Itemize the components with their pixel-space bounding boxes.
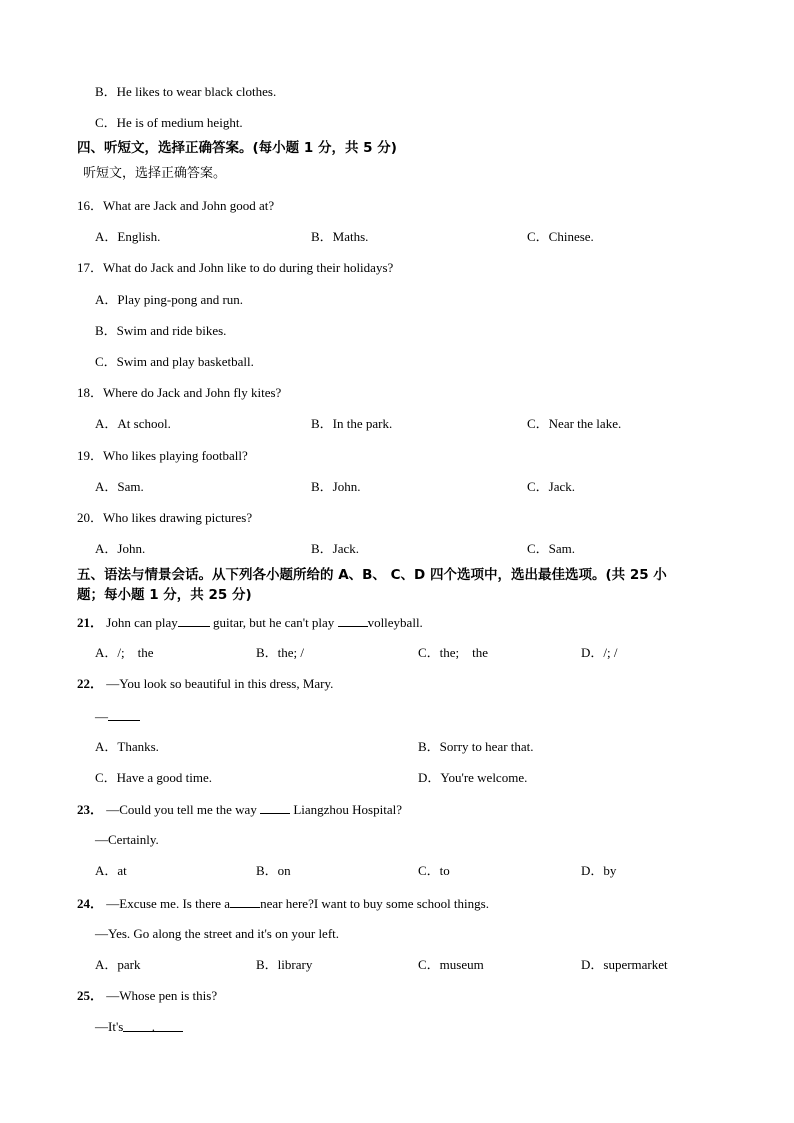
question-19-stem: 19．Who likes playing football?	[77, 448, 248, 463]
question-20-option-a[interactable]: A．John.	[95, 541, 146, 556]
question-21-blank-2[interactable]	[338, 614, 368, 627]
question-24-blank[interactable]	[230, 895, 260, 908]
question-24-text-2: near here?I want to buy some school things.	[260, 896, 489, 911]
question-24-option-d[interactable]: D．supermarket	[581, 957, 668, 972]
question-24-stem	[77, 895, 489, 912]
question-20-option-b[interactable]: B．Jack.	[311, 541, 360, 556]
question-23-number: 23．	[77, 802, 104, 817]
question-20-option-c[interactable]: C．Sam.	[527, 541, 576, 556]
question-21-text-2: guitar, but he can't play	[213, 615, 335, 630]
question-22-stem	[77, 676, 333, 692]
section4-title: 四、听短文，选择正确答案。(每小题 1 分，共 5 分)	[77, 140, 397, 156]
question-24-reply: —Yes. Go along the street and it's on your left.	[95, 926, 340, 941]
question-18-option-c[interactable]: C．Near the lake.	[527, 416, 622, 431]
question-22-option-b[interactable]: B．Sorry to hear that.	[418, 739, 534, 754]
question-23-option-a[interactable]: A．at	[95, 863, 127, 878]
section4-instruction: 听短文，选择正确答案。	[83, 166, 227, 181]
question-23-text-2: Liangzhou Hospital?	[293, 802, 402, 817]
question-22-number: 22．	[77, 676, 104, 691]
question-25-reply-text: —It's	[95, 1019, 124, 1034]
section5-title-line1: 五、语法与情景会话。从下列各小题所给的 A、B、 C、D 四个选项中，选出最佳选项。(共 25 小	[77, 567, 667, 583]
question-22-blank[interactable]	[108, 708, 140, 721]
question-18-option-b[interactable]: B．In the park.	[311, 416, 393, 431]
question-21-number: 21．	[77, 615, 104, 630]
question-16-option-a[interactable]: A．English.	[95, 229, 161, 244]
question-22-option-a[interactable]: A．Thanks.	[95, 739, 159, 754]
question-21-text-3: volleyball.	[367, 615, 423, 630]
question-23-stem	[77, 801, 402, 818]
question-19-option-c[interactable]: C．Jack.	[527, 479, 576, 494]
question-24-option-c[interactable]: C．museum	[418, 957, 484, 972]
question-22-option-d[interactable]: D．You're welcome.	[418, 770, 528, 785]
question-23-option-c[interactable]: C．to	[418, 863, 450, 878]
question-16-option-c[interactable]: C．Chinese.	[527, 229, 594, 244]
question-21-text-1: John can play	[106, 615, 178, 630]
question-22-option-c[interactable]: C．Have a good time.	[95, 770, 212, 785]
question-18-stem: 18．Where do Jack and John fly kites?	[77, 385, 282, 400]
question-23-option-b[interactable]: B．on	[256, 863, 291, 878]
question-25-reply-end: .	[151, 1019, 155, 1034]
question-22-text: —You look so beautiful in this dress, Mary.	[106, 676, 334, 691]
question-17-stem: 17．What do Jack and John like to do during their holidays?	[77, 260, 394, 275]
question-23-blank[interactable]	[260, 801, 290, 814]
question-19-option-b[interactable]: B．John.	[311, 479, 361, 494]
question-23-option-d[interactable]: D．by	[581, 863, 617, 878]
question-21-option-c[interactable]: C．the; the	[418, 645, 489, 660]
question-17-option-b[interactable]: B．Swim and ride bikes.	[95, 323, 227, 338]
question-24-number: 24．	[77, 896, 104, 911]
question-18-option-a[interactable]: A．At school.	[95, 416, 171, 431]
prev-option-c: C．He is of medium height.	[95, 115, 243, 130]
question-22-reply	[95, 708, 140, 725]
question-17-option-c[interactable]: C．Swim and play basketball.	[95, 354, 254, 369]
question-24-option-a[interactable]: A．park	[95, 957, 141, 972]
question-23-reply: —Certainly.	[95, 832, 159, 847]
prev-option-b: B．He likes to wear black clothes.	[95, 84, 277, 99]
question-25-reply	[95, 1019, 183, 1035]
question-19-option-a[interactable]: A．Sam.	[95, 479, 144, 494]
section5-title-line2: 题；每小题 1 分，共 25 分)	[77, 587, 252, 603]
question-21-option-d[interactable]: D．/; /	[581, 645, 618, 660]
question-20-stem: 20．Who likes drawing pictures?	[77, 510, 253, 525]
question-21-option-a[interactable]: A．/; the	[95, 645, 154, 660]
question-25-text: —Whose pen is this?	[106, 988, 218, 1003]
question-21-option-b[interactable]: B．the; /	[256, 645, 305, 660]
question-17-option-a[interactable]: A．Play ping-pong and run.	[95, 292, 244, 307]
question-21-blank-1[interactable]	[178, 614, 210, 627]
question-16-option-b[interactable]: B．Maths.	[311, 229, 369, 244]
question-23-text-1: —Could you tell me the way	[106, 802, 257, 817]
question-22-reply-dash: —	[95, 709, 108, 724]
question-16-stem: 16．What are Jack and John good at?	[77, 198, 275, 213]
question-25-stem	[77, 988, 217, 1004]
question-25-blank[interactable]	[123, 1019, 183, 1032]
question-24-text-1: —Excuse me. Is there a	[106, 896, 231, 911]
question-25-number: 25．	[77, 988, 104, 1003]
question-21-stem	[77, 614, 423, 631]
question-24-option-b[interactable]: B．library	[256, 957, 313, 972]
